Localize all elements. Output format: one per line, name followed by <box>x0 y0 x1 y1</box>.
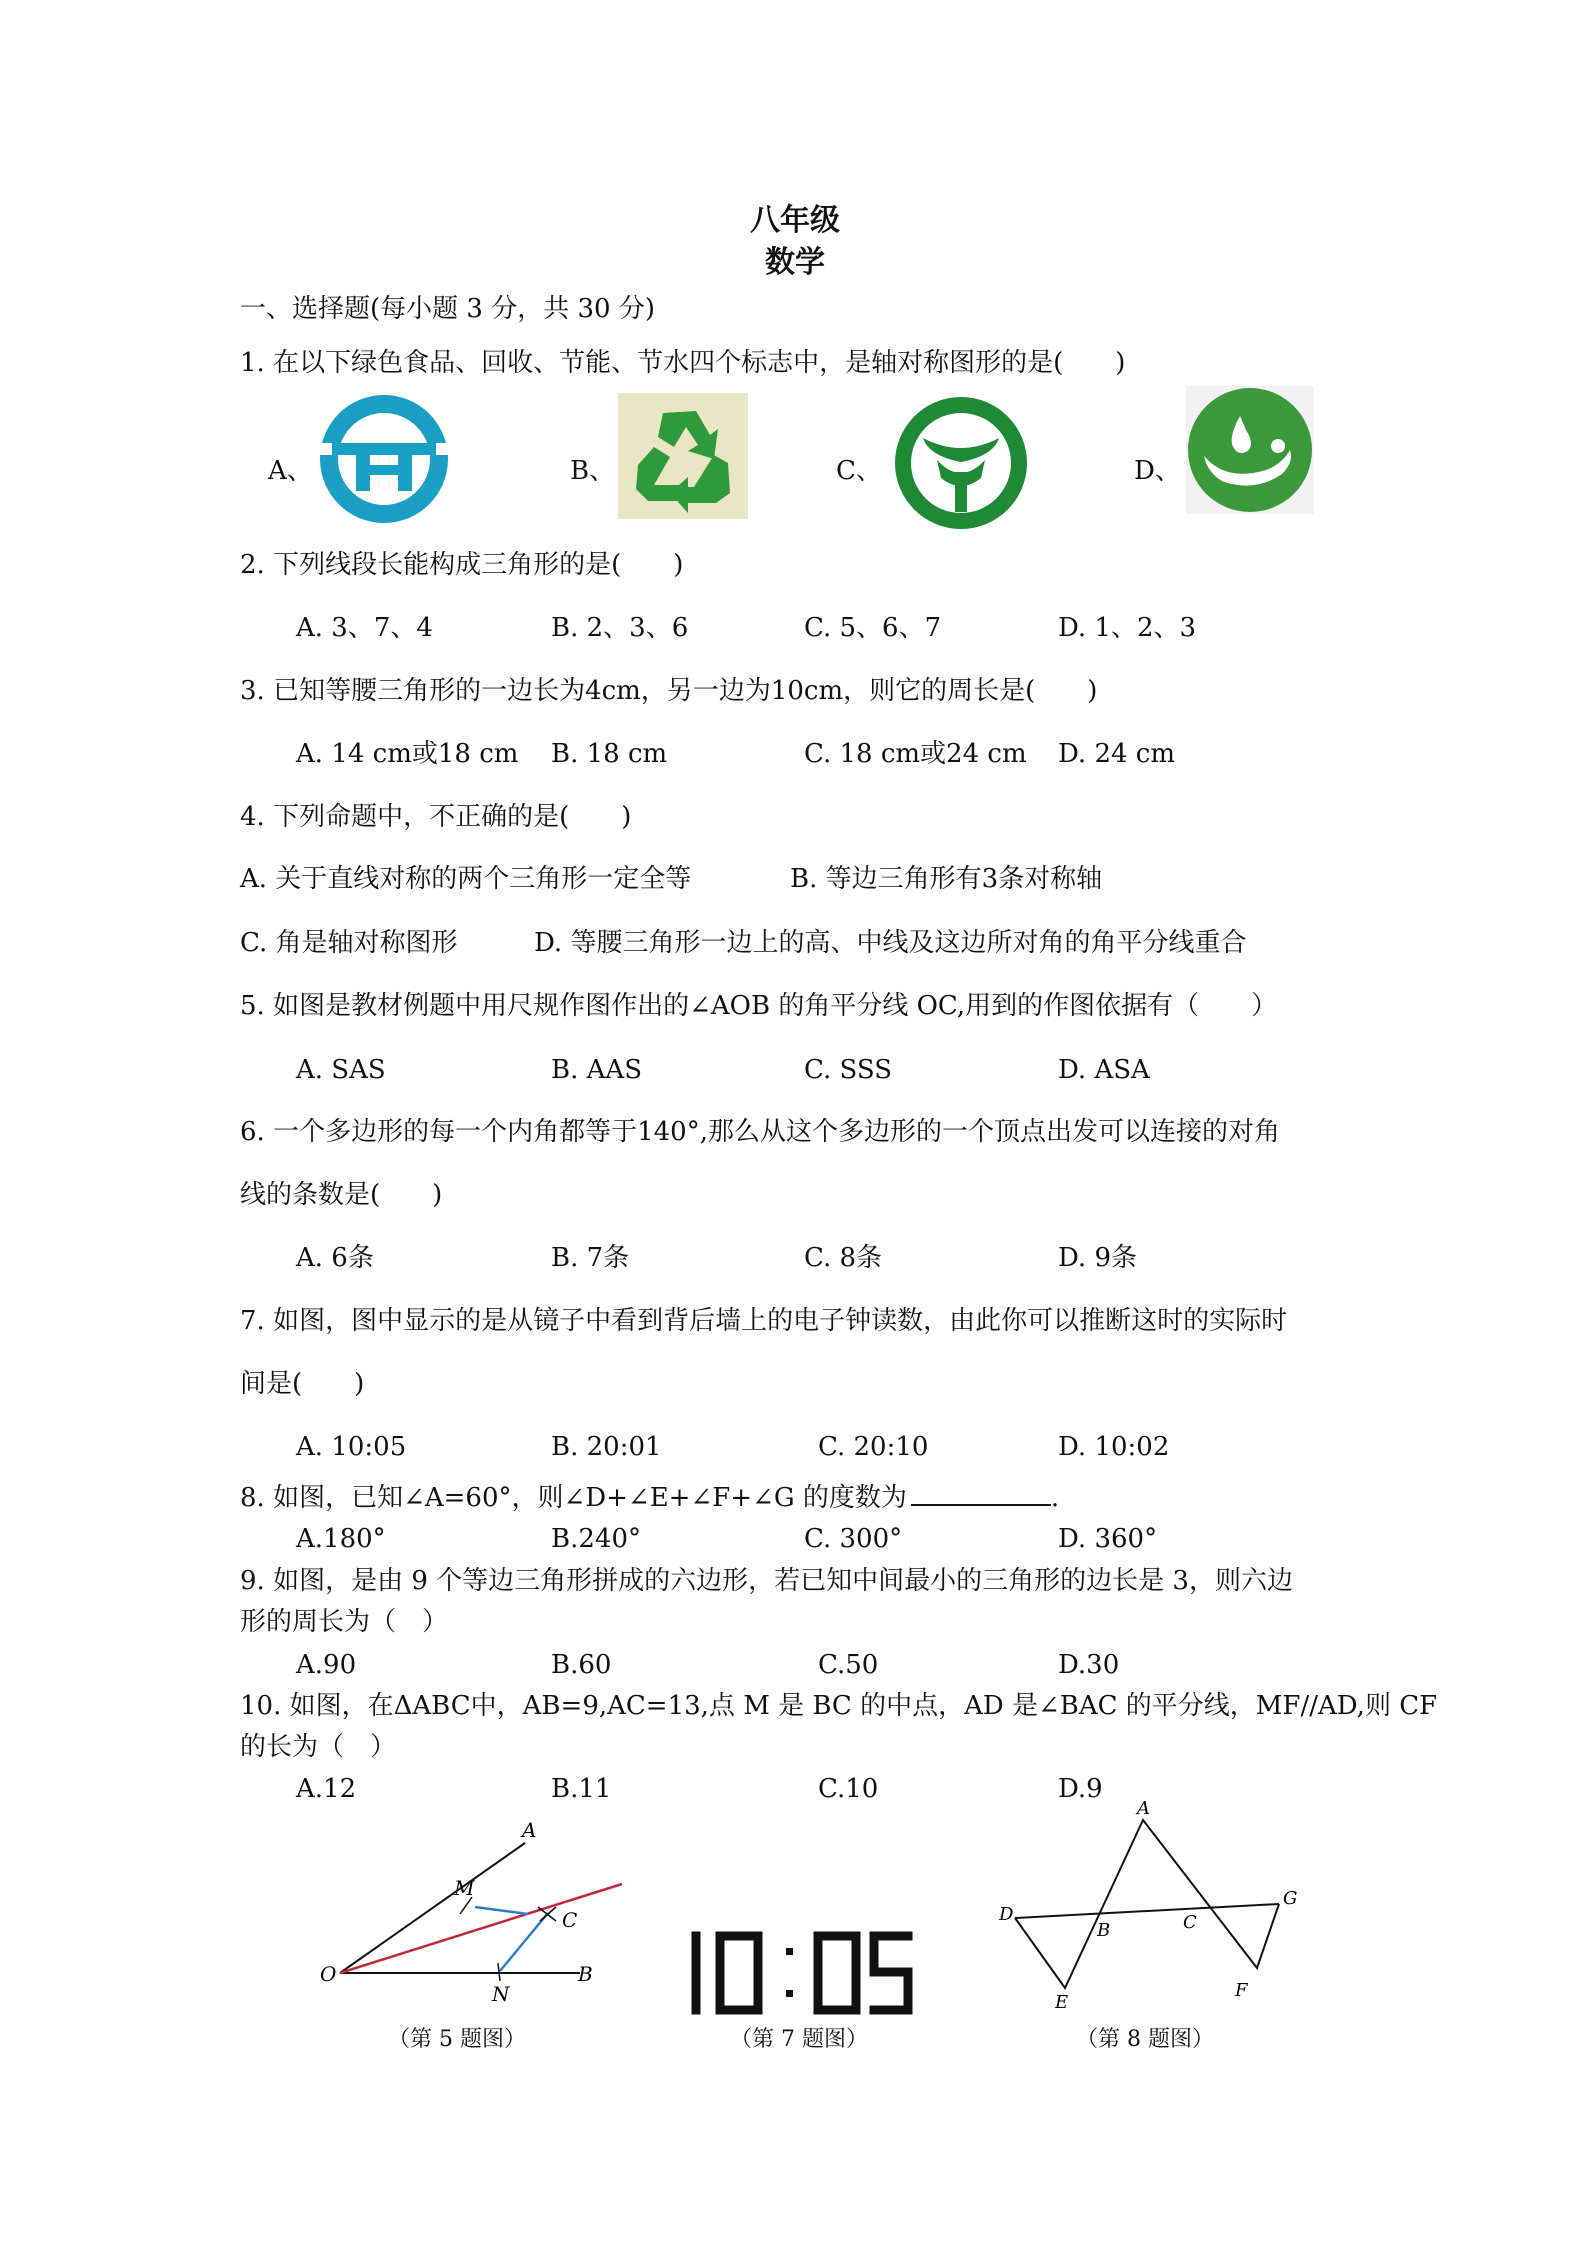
question-5-stem: 5. 如图是教材例题中用尺规作图作出的∠AOB 的角平分线 OC,用到的作图依据有（ ） <box>240 991 1278 1021</box>
question-8-stem <box>240 1482 1059 1514</box>
q7-option-d: D. 10:02 <box>1058 1432 1170 1462</box>
q10-option-c: C.10 <box>818 1774 879 1804</box>
q3-option-c: C. 18 cm或24 cm <box>804 739 1027 769</box>
q1-option-b: B、 <box>570 456 616 486</box>
question-3-stem: 3. 已知等腰三角形的一边长为4cm，另一边为10cm，则它的周长是( ) <box>240 676 1098 706</box>
q7-option-c: C. 20:10 <box>818 1432 929 1462</box>
q9-option-a: A.90 <box>296 1650 357 1680</box>
subject-title: 数学 <box>765 245 825 280</box>
q7-option-a: A. 10:05 <box>296 1432 407 1462</box>
energy-saving-logo-icon <box>316 393 452 525</box>
q4-option-c: C. 角是轴对称图形 <box>240 928 458 958</box>
label-F: F <box>1235 1980 1248 2001</box>
q2-option-b: B. 2、3、6 <box>551 613 689 643</box>
label-A: A <box>1137 1798 1150 1819</box>
question-1-stem: 1. 在以下绿色食品、回收、节能、节水四个标志中，是轴对称图形的是( ) <box>240 348 1126 378</box>
q5-option-a: A. SAS <box>296 1055 386 1085</box>
label-O: O <box>320 1962 337 1986</box>
q6-option-c: C. 8条 <box>804 1243 883 1273</box>
q10-option-a: A.12 <box>296 1774 357 1804</box>
q6-option-b: B. 7条 <box>551 1243 630 1273</box>
label-G: G <box>1283 1888 1298 1909</box>
q2-option-c: C. 5、6、7 <box>804 613 942 643</box>
figure-5-angle-bisector <box>310 1815 640 2015</box>
label-E: E <box>1055 1992 1069 2013</box>
label-C: C <box>562 1908 578 1932</box>
label-N: N <box>492 1982 510 2006</box>
question-8-stem-text: 8. 如图，已知∠A=60°，则∠D+∠E+∠F+∠G 的度数为 <box>240 1483 907 1513</box>
q2-option-a: A. 3、7、4 <box>296 613 433 643</box>
label-C: C <box>1183 1912 1197 1933</box>
q9-option-b: B.60 <box>551 1650 612 1680</box>
grade-title: 八年级 <box>750 203 840 238</box>
q6-option-a: A. 6条 <box>296 1243 374 1273</box>
question-4-stem: 4. 下列命题中，不正确的是( ) <box>240 802 632 832</box>
figure-7-caption: （第 7 题图） <box>730 2027 868 2052</box>
question-9-stem: 9. 如图，是由 9 个等边三角形拼成的六边形，若已知中间最小的三角形的边长是 3，则六边 <box>240 1566 1293 1596</box>
q1-option-d: D、 <box>1134 456 1181 486</box>
label-M: M <box>454 1876 475 1900</box>
q3-option-b: B. 18 cm <box>551 739 668 769</box>
question-10-stem-cont: 的长为（ ） <box>240 1732 397 1762</box>
q9-option-c: C.50 <box>818 1650 879 1680</box>
figure-7-digital-clock <box>690 1932 918 2014</box>
label-D: D <box>999 1904 1014 1925</box>
figure-8-angle-figure <box>995 1798 1305 2013</box>
question-2-stem: 2. 下列线段长能构成三角形的是( ) <box>240 550 684 580</box>
q8-option-c: C. 300° <box>804 1524 903 1554</box>
q1-option-c: C、 <box>836 456 882 486</box>
label-A: A <box>522 1818 537 1842</box>
label-B: B <box>1097 1920 1111 1941</box>
green-food-logo-icon <box>893 396 1029 530</box>
label-B: B <box>578 1962 593 1986</box>
question-10-stem: 10. 如图，在ΔABC中，AB=9,AC=13,点 M 是 BC 的中点，AD 是∠BAC 的平分线，MF//AD,则 CF <box>240 1691 1438 1721</box>
figure-5-caption: （第 5 题图） <box>388 2027 526 2052</box>
q5-option-d: D. ASA <box>1058 1055 1150 1085</box>
q1-option-a: A、 <box>268 456 313 486</box>
q8-option-b: B.240° <box>551 1524 641 1554</box>
question-6-stem: 6. 一个多边形的每一个内角都等于140°,那么从这个多边形的一个顶点出发可以连接的对角 <box>240 1117 1280 1147</box>
question-6-stem-cont: 线的条数是( ) <box>240 1180 443 1210</box>
q9-option-d: D.30 <box>1058 1650 1120 1680</box>
q5-option-c: C. SSS <box>804 1055 893 1085</box>
answer-blank <box>911 1482 1051 1506</box>
question-7-stem: 7. 如图，图中显示的是从镜子中看到背后墙上的电子钟读数，由此你可以推断这时的实际时 <box>240 1306 1288 1336</box>
q3-option-a: A. 14 cm或18 cm <box>296 739 519 769</box>
q3-option-d: D. 24 cm <box>1058 739 1176 769</box>
figure-8-caption: （第 8 题图） <box>1076 2027 1214 2052</box>
water-saving-logo-icon <box>1186 386 1314 514</box>
q5-option-b: B. AAS <box>551 1055 642 1085</box>
section-heading: 一、选择题(每小题 3 分，共 30 分) <box>240 294 655 324</box>
q6-option-d: D. 9条 <box>1058 1243 1137 1273</box>
q4-option-d: D. 等腰三角形一边上的高、中线及这边所对角的角平分线重合 <box>534 928 1247 958</box>
q7-option-b: B. 20:01 <box>551 1432 662 1462</box>
q10-option-d: D.9 <box>1058 1774 1103 1804</box>
question-7-stem-cont: 间是( ) <box>240 1369 365 1399</box>
q10-option-b: B.11 <box>551 1774 612 1804</box>
q2-option-d: D. 1、2、3 <box>1058 613 1197 643</box>
q4-option-a: A. 关于直线对称的两个三角形一定全等 <box>240 864 692 894</box>
question-9-stem-cont: 形的周长为（ ） <box>240 1607 449 1637</box>
recycle-logo-icon <box>618 393 748 519</box>
q4-option-b: B. 等边三角形有3条对称轴 <box>790 864 1103 894</box>
q8-option-a: A.180° <box>296 1524 386 1554</box>
question-8-stem-end: . <box>1050 1483 1060 1513</box>
q8-option-d: D. 360° <box>1058 1524 1158 1554</box>
